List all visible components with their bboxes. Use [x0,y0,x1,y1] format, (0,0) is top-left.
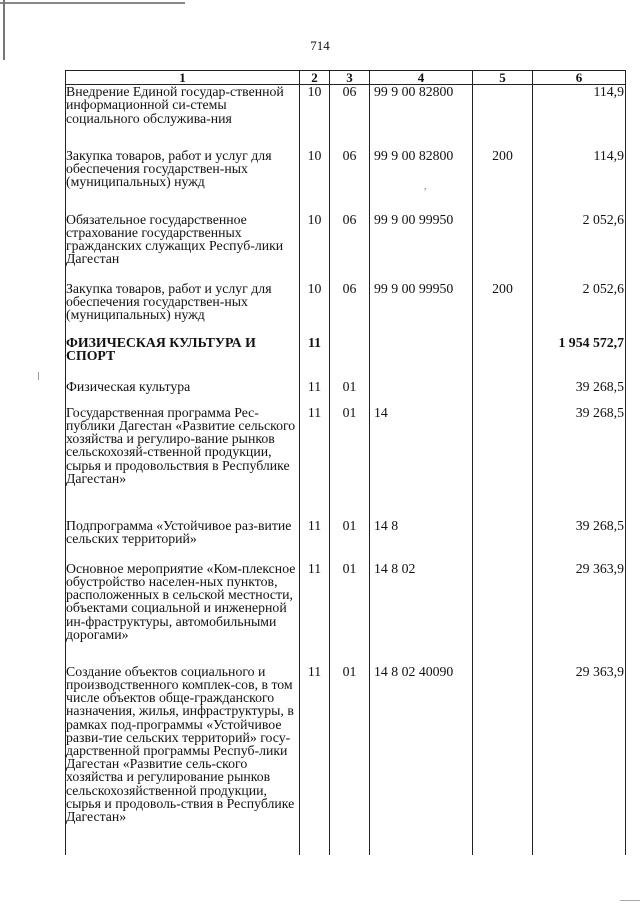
table-row [66,562,626,665]
table-row [66,380,626,406]
column-header: 2 [300,71,330,85]
row-section: 11 [300,665,330,847]
row-amount: 114,9 [533,149,626,213]
row-target-code: 14 8 [370,519,473,562]
row-section: 11 [300,336,330,380]
row-amount: 39 268,5 [533,380,626,406]
row-section: 10 [300,213,330,282]
row-subsection: 01 [330,665,370,847]
page-number: 714 [310,38,330,53]
table-row [66,282,626,336]
row-name: Физическая культура [66,380,300,406]
row-section: 10 [300,282,330,336]
column-header: 6 [533,71,626,85]
row-subsection: 06 [330,282,370,336]
row-target-code: 99 9 00 82800 [370,149,473,213]
row-target-code: 99 9 00 99950 [370,213,473,282]
row-section: 11 [300,406,330,519]
row-name: Основное мероприятие «Ком-плексное обустройство населен-ных пунктов, расположенных в сельской местности, объектами социальной и инженерной ин-фраструктуры, автомобильными дорогами» [66,562,300,665]
row-expense-type [473,336,533,380]
row-name: Внедрение Единой государ-ственной информационной си-стемы социального обслужива-ния [66,85,300,149]
row-target-code: 99 9 00 99950 [370,282,473,336]
filler-cell [473,847,533,855]
row-subsection [330,336,370,380]
column-header: 3 [330,71,370,85]
table-row [66,85,626,149]
row-expense-type [473,562,533,665]
filler-cell [300,847,330,855]
column-header: 5 [473,71,533,85]
row-target-code [370,380,473,406]
table-header-row [66,71,626,85]
row-amount: 29 363,9 [533,665,626,847]
row-subsection: 01 [330,380,370,406]
table-filler-row [66,847,626,855]
row-subsection: 01 [330,406,370,519]
row-expense-type [473,85,533,149]
row-name: Закупка товаров, работ и услуг для обеспечения государствен-ных (муниципальных) нужд [66,149,300,213]
row-section: 11 [300,519,330,562]
column-header: 1 [66,71,300,85]
scan-artifact: , [424,181,427,191]
row-amount: 2 052,6 [533,282,626,336]
row-expense-type: 200 [473,282,533,336]
row-section: 10 [300,149,330,213]
row-name: ФИЗИЧЕСКАЯ КУЛЬТУРА И СПОРТ [66,336,300,380]
row-expense-type [473,213,533,282]
table-row [66,149,626,213]
table-row [66,406,626,519]
row-section: 10 [300,85,330,149]
table-row [66,213,626,282]
filler-cell [533,847,626,855]
filler-cell [330,847,370,855]
row-name: Создание объектов социального и производственного комплек-сов, в том числе объектов обще-гражданского назначения, жилья, инфраструктуры, в рамках под-программы «Устойчивое разви-тие сельских территорий» госу-дарственной программы Респуб-лики Дагестан «Развитие сель-ского хозяйства и регулирование рынков сельскохозяйственной продукции, сырья и продоволь-ствия в Республике Дагестан» [66,665,300,847]
row-expense-type [473,406,533,519]
row-target-code [370,336,473,380]
row-target-code: 14 [370,406,473,519]
row-amount: 39 268,5 [533,406,626,519]
row-section: 11 [300,380,330,406]
row-subsection: 06 [330,149,370,213]
row-amount: 2 052,6 [533,213,626,282]
row-section: 11 [300,562,330,665]
row-subsection: 06 [330,85,370,149]
table-row [66,336,626,380]
row-expense-type [473,665,533,847]
table-row [66,665,626,847]
row-target-code: 99 9 00 82800 [370,85,473,149]
scan-edge-bottom [620,900,640,901]
table-row [66,519,626,562]
row-subsection: 01 [330,519,370,562]
row-amount: 39 268,5 [533,519,626,562]
row-subsection: 06 [330,213,370,282]
scan-edge-top [0,2,185,4]
margin-mark [38,372,39,380]
row-subsection: 01 [330,562,370,665]
filler-cell [370,847,473,855]
filler-cell [66,847,300,855]
column-header: 4 [370,71,473,85]
row-expense-type [473,519,533,562]
row-name: Подпрограмма «Устойчивое раз-витие сельских территорий» [66,519,300,562]
row-name: Закупка товаров, работ и услуг для обеспечения государствен-ных (муниципальных) нужд [66,282,300,336]
row-target-code: 14 8 02 [370,562,473,665]
row-target-code: 14 8 02 40090 [370,665,473,847]
row-expense-type [473,380,533,406]
row-name: Государственная программа Рес-публики Дагестан «Развитие сельского хозяйства и регулиро-вание рынков сельскохозяй-ственной продукции, сырья и продовольствия в Республике Дагестан» [66,406,300,519]
row-expense-type: 200 [473,149,533,213]
budget-table [65,70,626,855]
row-name: Обязательное государственное страхование государственных гражданских служащих Респуб-лики Дагестан [66,213,300,282]
row-amount: 114,9 [533,85,626,149]
row-amount: 29 363,9 [533,562,626,665]
row-amount: 1 954 572,7 [533,336,626,380]
